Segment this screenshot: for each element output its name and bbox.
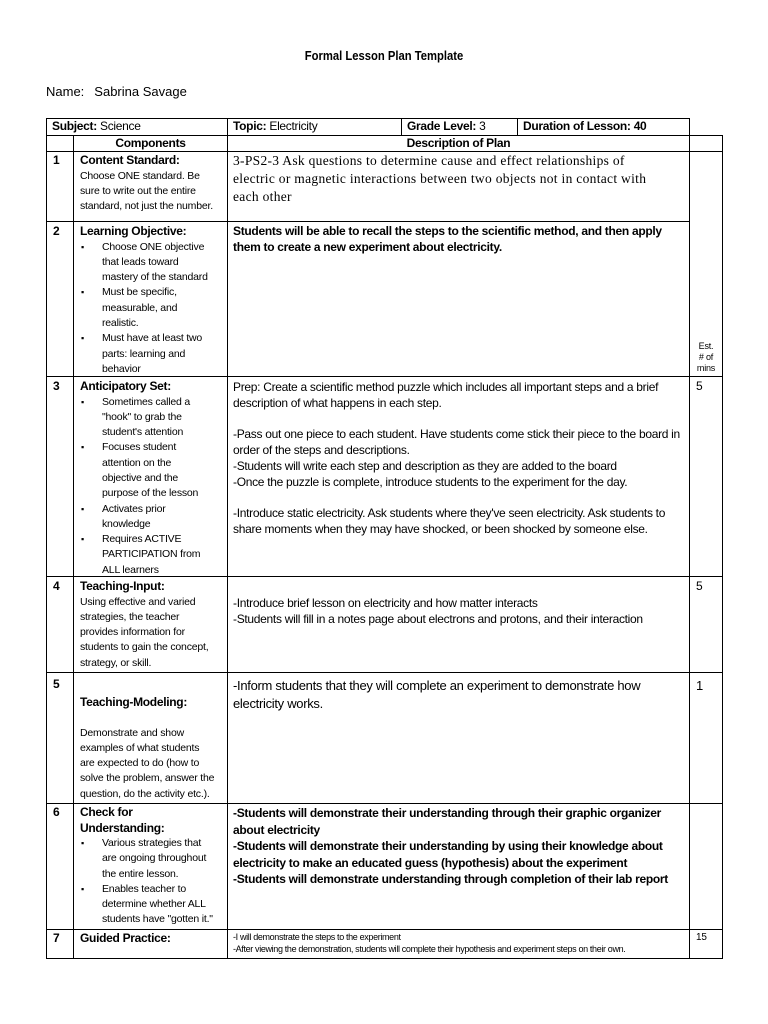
description-line: -Students will fill in a notes page about electrons and protons, and their interaction: [233, 612, 643, 626]
component-note: standard, not just the number.: [80, 200, 213, 213]
bullet-item: ▪ Must be specific, measurable, and realistic.: [72, 285, 226, 331]
component-heading: Learning Objective:: [80, 224, 187, 238]
component-note: sure to write out the entire: [80, 184, 196, 197]
component-cell: [80, 224, 226, 377]
description-line: Prep: Create a scientific method puzzle which includes all important steps and a brief: [233, 380, 659, 394]
component-note: examples of what students: [80, 741, 200, 754]
description-line: -After viewing the demonstration, students will complete their hypothesis and experiment steps on their own.: [233, 944, 626, 954]
component-heading: Content Standard:: [80, 153, 180, 167]
description-line: -Pass out one piece to each student. Have students come stick their piece to the board in: [233, 427, 680, 441]
description-line: electric or magnetic interactions between two objects not in contact with: [233, 171, 647, 186]
component-heading: Guided Practice:: [80, 931, 171, 945]
mins-value: 5: [696, 379, 703, 393]
component-note: provides information for: [80, 626, 185, 639]
component-note: question, do the activity etc.).: [80, 787, 210, 800]
description-cell: [233, 152, 688, 206]
topic-value: Electricity: [269, 119, 318, 133]
component-note: Using effective and varied: [80, 595, 196, 608]
description-cell: [233, 931, 688, 955]
mins-value: 1: [696, 678, 703, 693]
description-line: order of the steps and descriptions.: [233, 443, 410, 457]
duration-label: Duration of Lesson:: [523, 119, 631, 133]
description-line: -Introduce brief lesson on electricity and how matter interacts: [233, 596, 538, 610]
row-number: 2: [53, 224, 60, 238]
description-line: -I will demonstrate the steps to the experiment: [233, 932, 401, 942]
grade-label: Grade Level:: [407, 119, 477, 133]
component-note: Demonstrate and show: [80, 726, 184, 739]
description-line: -Students will demonstrate their understanding through their graphic organizer: [233, 806, 661, 820]
description-line: -Students will demonstrate their understanding by using their knowledge about: [233, 839, 663, 853]
description-line: Students will be able to recall the steps to the scientific method, and then apply: [233, 224, 662, 238]
description-cell: [233, 379, 688, 537]
description-line: about electricity: [233, 822, 320, 837]
row-number: 4: [53, 579, 60, 593]
component-heading: Teaching-Input:: [80, 579, 165, 593]
est-mins-line: # of: [698, 352, 714, 362]
row-number: 6: [53, 805, 60, 819]
bullet-item: ▪ Requires ACTIVE PARTICIPATION from ALL learners: [72, 532, 226, 578]
mins-value: 5: [696, 579, 703, 593]
subject-cell: [52, 119, 141, 135]
component-heading: Understanding:: [80, 820, 165, 835]
component-note: students to gain the concept,: [80, 641, 209, 654]
component-note: solve the problem, answer the: [80, 772, 215, 785]
bullet-item: ▪ Enables teacher to determine whether ALL students have "gotten it.": [72, 882, 226, 928]
description-cell: [233, 805, 688, 888]
row-number: 3: [53, 379, 60, 393]
component-cell: [80, 695, 226, 802]
bullet-item: ▪ Choose ONE objective that leads toward mastery of the standard: [72, 240, 226, 286]
component-cell: [80, 579, 226, 671]
description-line: each other: [233, 189, 292, 204]
description-cell: [233, 595, 688, 627]
topic-cell: [233, 119, 317, 135]
duration-cell: [523, 119, 646, 135]
est-mins-line: Est.: [698, 341, 714, 351]
description-spacer: [233, 490, 688, 505]
bullet-item: ▪ Focuses student attention on the objective and the purpose of the lesson: [72, 440, 226, 501]
component-heading: Anticipatory Set:: [80, 379, 171, 393]
component-note: strategy, or skill.: [80, 656, 152, 669]
description-header: Description of Plan: [406, 136, 511, 150]
components-header: Components: [115, 136, 186, 150]
mins-value: 15: [696, 932, 707, 943]
est-mins-header: [690, 341, 722, 374]
description-line: -Introduce static electricity. Ask students where they've seen electricity. Ask students to: [233, 506, 666, 520]
row-number: 7: [53, 931, 60, 945]
subject-value: Science: [100, 119, 141, 133]
document-title: Formal Lesson Plan Template: [304, 49, 464, 63]
description-line: -Students will demonstrate understanding through completion of their lab report: [233, 872, 668, 886]
description-line: description of what happens in each step.: [233, 396, 442, 410]
bullet-item: ▪ Sometimes called a "hook" to grab the student's attention: [72, 395, 226, 441]
component-note: Choose ONE standard. Be: [80, 169, 200, 182]
description-spacer: [233, 411, 688, 426]
description-line: electricity works.: [233, 696, 323, 711]
description-line: electricity to make an educated guess (hypothesis) about the experiment: [233, 855, 628, 870]
topic-label: Topic:: [233, 119, 267, 133]
component-note: are expected to do (how to: [80, 757, 200, 770]
description-line: -Once the puzzle is complete, introduce students to the experiment for the day.: [233, 475, 628, 489]
description-line: share moments when they may have shocked, or been shocked by someone else.: [233, 522, 648, 536]
subject-label: Subject:: [52, 119, 97, 133]
description-line: 3-PS2-3 Ask questions to determine cause and effect relationships of: [233, 153, 625, 168]
grade-value: 3: [479, 119, 486, 133]
name-line: [46, 84, 187, 99]
row-number: 5: [53, 677, 60, 691]
description-cell: [233, 677, 688, 713]
component-heading: Check for: [80, 805, 133, 819]
row-number: 1: [53, 153, 60, 167]
component-heading: Teaching-Modeling:: [80, 695, 188, 709]
description-cell: [233, 224, 688, 255]
description-line: -Inform students that they will complete an experiment to demonstrate how: [233, 678, 641, 693]
est-mins-line: mins: [696, 363, 716, 373]
component-cell: [80, 379, 226, 578]
bullet-item: ▪ Various strategies that are ongoing throughout the entire lesson.: [72, 836, 226, 882]
bullet-item: ▪ Activates prior knowledge: [72, 502, 226, 533]
description-line: them to create a new experiment about electricity.: [233, 239, 502, 254]
component-cell: [80, 805, 226, 928]
component-cell: [80, 153, 226, 214]
name-value: Sabrina Savage: [94, 84, 187, 99]
description-line: -Students will write each step and description as they are added to the board: [233, 459, 617, 473]
component-note: strategies, the teacher: [80, 610, 180, 623]
component-spacer: [80, 711, 226, 726]
bullet-item: ▪ Must have at least two parts: learning and behavior: [72, 331, 226, 377]
name-label: Name:: [46, 84, 85, 99]
duration-value: 40: [633, 119, 647, 133]
grade-cell: [407, 119, 486, 135]
